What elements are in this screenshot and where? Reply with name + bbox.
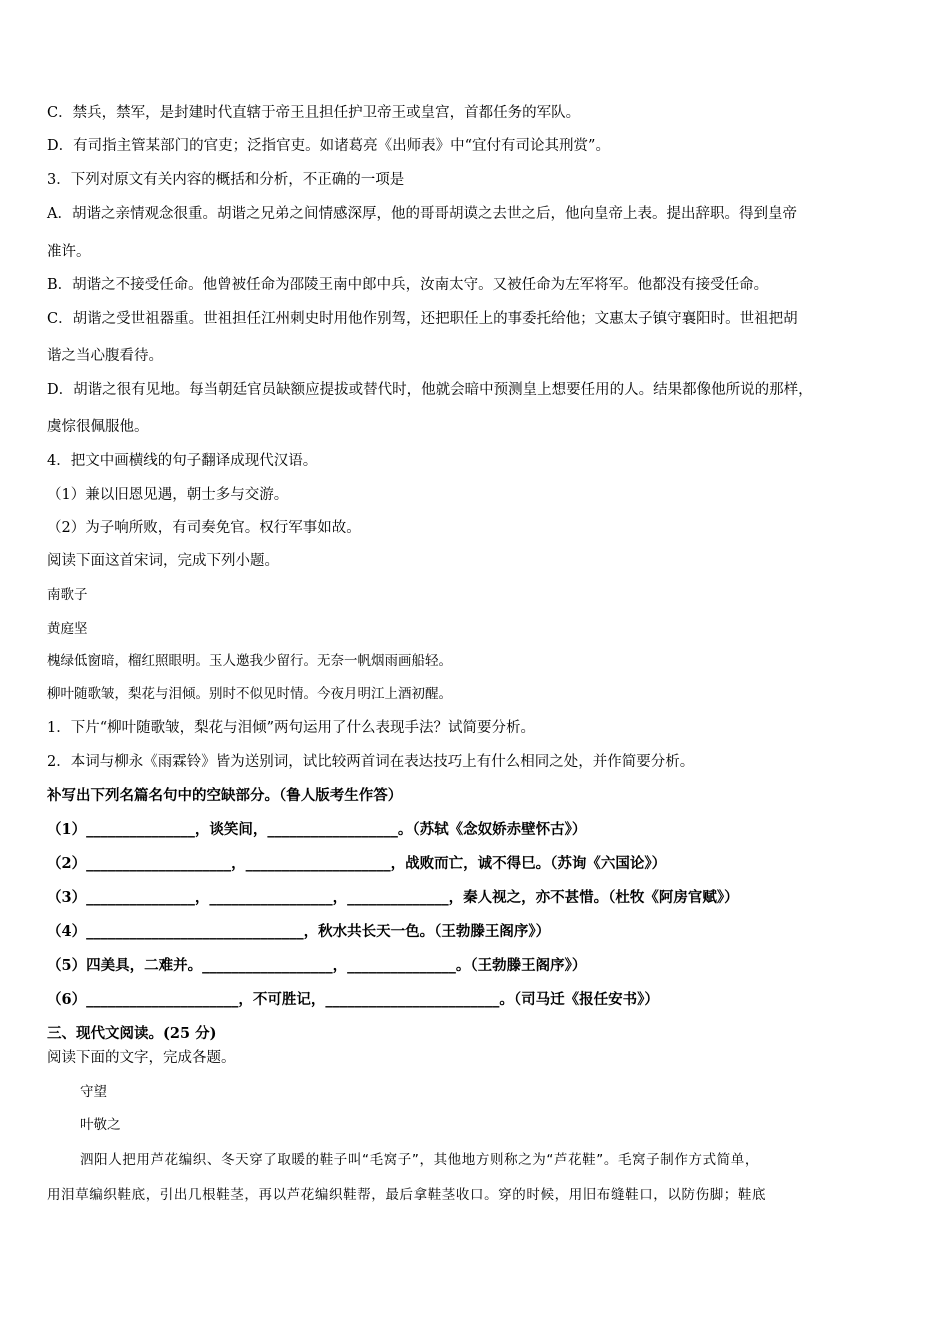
poem-title: 南歌子 — [47, 587, 88, 603]
fill-blank-4: （4）______________________________，秋水共长天一色。（王勃滕王阁序》） — [47, 923, 551, 940]
poem-question-1: 1．下片“柳叶随歌皱，梨花与泪倾”两句运用了什么表现手法？试简要分析。 — [47, 720, 536, 736]
question-3: 3．下列对原文有关内容的概括和分析，不正确的一项是 — [47, 172, 405, 188]
article-title: 守望 — [80, 1084, 107, 1100]
option-c-jinbing: C．禁兵，禁军，是封建时代直辖于帝王且担任护卫帝王或皇宫，首都任务的军队。 — [47, 105, 581, 121]
option-d-yousi: D．有司指主管某部门的官吏；泛指官吏。如诸葛亮《出师表》中“宜付有司论其刑赏”。 — [47, 138, 610, 154]
poem-line-2: 柳叶随歌皱，梨花与泪倾。别时不似见时情。今夜月明江上酒初醒。 — [47, 686, 452, 702]
option-d-line1: D．胡谐之很有见地。每当朝廷官员缺额应提拔或替代时，他就会暗中预测皇上想要任用的人。结果都像他所说的那样， — [47, 382, 813, 398]
question-4-item-2: （2）为子响所败，有司奏免官。权行军事如故。 — [47, 520, 361, 536]
article-paragraph-line-2: 用泪草编织鞋底，引出几根鞋茎，再以芦花编织鞋帮，最后拿鞋茎收口。穿的时候，用旧布缝鞋口，以防伤脚；鞋底 — [47, 1187, 767, 1203]
fill-blank-1: （1）_______________，谈笑间，__________________。（苏轼《念奴娇赤壁怀古》） — [47, 821, 587, 838]
article-author: 叶敬之 — [80, 1117, 121, 1133]
option-d-line2: 虞悰很佩服他。 — [47, 419, 149, 435]
section-3-instruction: 阅读下面的文字，完成各题。 — [47, 1050, 236, 1066]
option-a-line2: 准许。 — [47, 244, 91, 260]
poem-author: 黄庭坚 — [47, 621, 88, 637]
fill-blank-3: （3）_______________，_________________，______________，秦人视之，亦不甚惜。（杜牧《阿房官赋》） — [47, 889, 739, 906]
option-c-line2: 谐之当心腹看待。 — [47, 348, 163, 364]
section-3-heading: 三、现代文阅读。(25 分) — [47, 1025, 217, 1042]
option-a-line1: A．胡谐之亲情观念很重。胡谐之兄弟之间情感深厚，他的哥哥胡谟之去世之后，他向皇帝上表。提出辞职。得到皇帝 — [47, 206, 797, 222]
fill-blank-heading: 补写出下列名篇名句中的空缺部分。（鲁人版考生作答） — [47, 787, 403, 804]
fill-blank-5: （5）四美具，二难并。__________________，_______________。（王勃滕王阁序》） — [47, 957, 587, 974]
option-c-line1: C．胡谐之受世祖器重。世祖担任江州刺史时用他作别驾，还把职任上的事委托给他；文惠太子镇守襄阳时。世祖把胡 — [47, 311, 798, 327]
question-4-item-1: （1）兼以旧恩见遇，朝士多与交游。 — [47, 487, 289, 503]
option-b: B．胡谐之不接受任命。他曾被任命为邵陵王南中郎中兵，汝南太守。又被任命为左军将军。他都没有接受任命。 — [47, 277, 769, 293]
poem-line-1: 槐绿低窗暗，榴红照眼明。玉人邀我少留行。无奈一帆烟雨画船轻。 — [47, 653, 452, 669]
article-paragraph-line-1: 泗阳人把用芦花编织、冬天穿了取暖的鞋子叫“毛窝子”，其他地方则称之为“芦花鞋”。毛窝子制作方式简单， — [80, 1152, 759, 1168]
question-4: 4．把文中画横线的句子翻译成现代汉语。 — [47, 453, 318, 469]
reading-instruction: 阅读下面这首宋词，完成下列小题。 — [47, 553, 279, 569]
fill-blank-2: （2）____________________，____________________，战败而亡，诚不得巳。（苏询《六国论》） — [47, 855, 667, 872]
fill-blank-6: （6）_____________________，不可胜记，________________________。（司马迁《报任安书》） — [47, 991, 659, 1008]
poem-question-2: 2．本词与柳永《雨霖铃》皆为送别词，试比较两首词在表达技巧上有什么相同之处，并作简要分析。 — [47, 754, 695, 770]
